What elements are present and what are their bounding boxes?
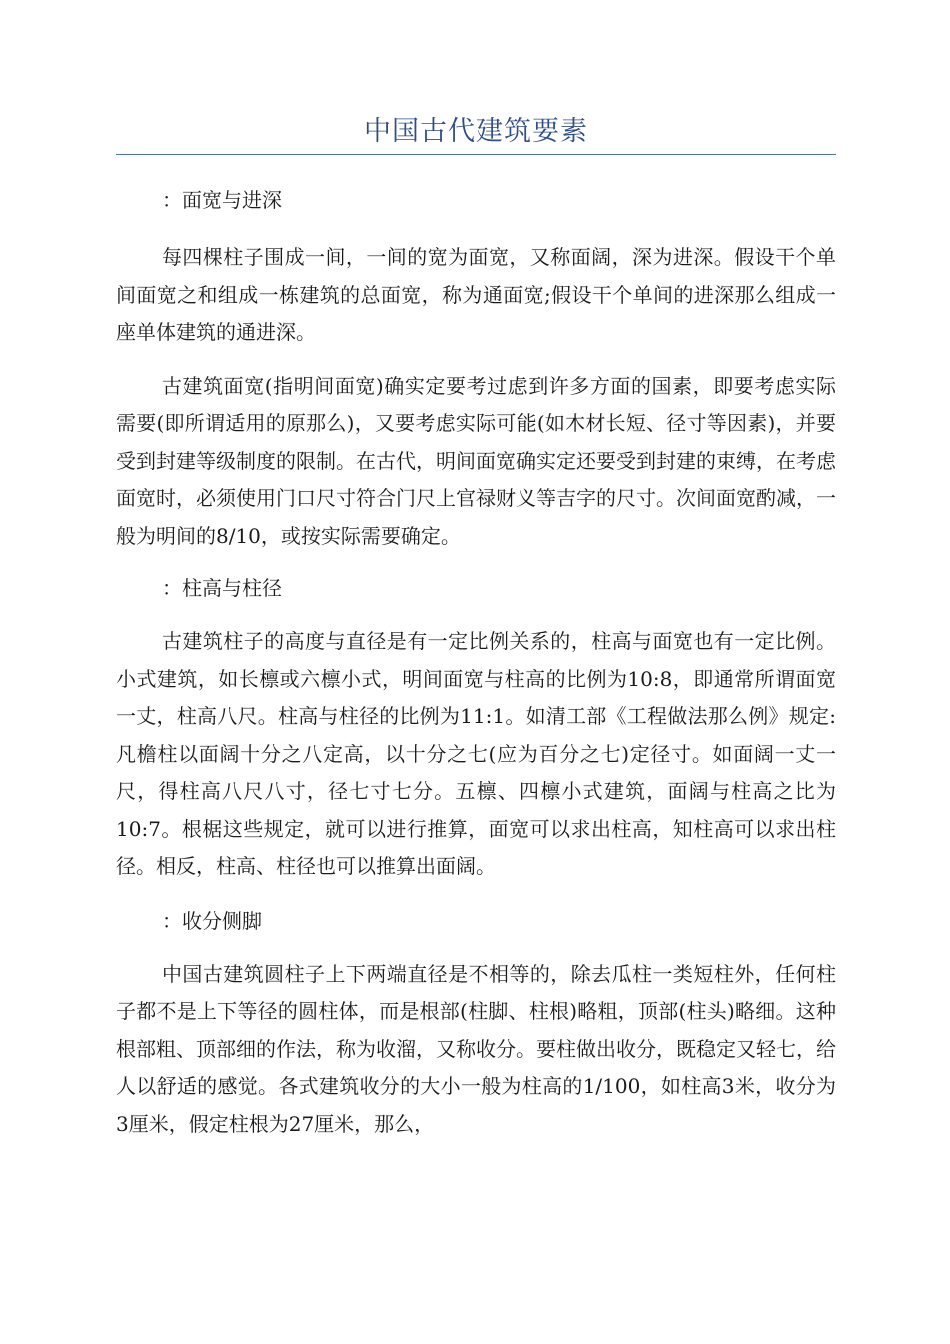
section-heading-column-height-diameter: ：柱高与柱径 — [162, 576, 282, 600]
section-heading-taper-inclination: ：收分侧脚 — [162, 908, 262, 933]
paragraph-column-proportions: 古建筑柱子的高度与直径是有一定比例关系的，柱高与面宽也有一定比例。小式建筑，如长檩或六檩小式，明间面宽与柱高的比例为10:8，即通常所谓面宽一丈，柱高八尺。柱高与柱径的比例为11:1。如清工部《工程做法那么例》规定:凡檐柱以面阔十分之八定高，以十分之七(应为百分之七)定径寸。如面阔一丈一尺，得柱高八尺八寸，径七寸七分。五檩、四檩小式建筑，面阔与柱高之比为10:7。根椐这些规定，就可以进行推算，面宽可以求出柱高，知柱高可以求出柱径。相反，柱高、柱径也可以推算出面阔。 — [116, 629, 836, 878]
document-page — [116, 112, 836, 1143]
paragraph-width-depth-definition: 每四棵柱子围成一间，一间的宽为面宽，又称面阔，深为进深。假设干个单间面宽之和组成一栋建筑的总面宽，称为通面宽;假设干个单间的进深那么组成一座单体建筑的通进深。 — [116, 245, 836, 344]
paragraph-width-determination: 古建筑面宽(指明间面宽)确实定要考过虑到许多方面的国素，即要考虑实际需要(即所谓适用的原那么)，又要考虑实际可能(如木材长短、径寸等因素)，并要受到封建等级制度的限制。在古代，明间面宽确实定还要受到封建的束缚，在考虑面宽时，必须使用门口尺寸符合门尺上官禄财义等吉字的尺寸。次间面宽酌减，一般为明间的8/10，或按实际需要确定。 — [116, 373, 836, 548]
paragraph-column-taper: 中国古建筑圆柱子上下两端直径是不相等的，除去瓜柱一类短柱外，任何柱子都不是上下等径的圆柱体，而是根部(柱脚、柱根)略粗，顶部(柱头)略细。这种根部粗、顶部细的作法，称为收溜，又称收分。要柱做出收分，既稳定又轻七，给人以舒适的感觉。各式建筑收分的大小一般为柱高的1/100，如柱高3米，收分为3厘米，假定柱根为27厘米，那么， — [116, 961, 836, 1136]
title-underline — [116, 154, 836, 155]
section-heading-width-depth: ：面宽与进深 — [162, 188, 282, 212]
document-title: 中国古代建筑要素 — [364, 116, 588, 147]
